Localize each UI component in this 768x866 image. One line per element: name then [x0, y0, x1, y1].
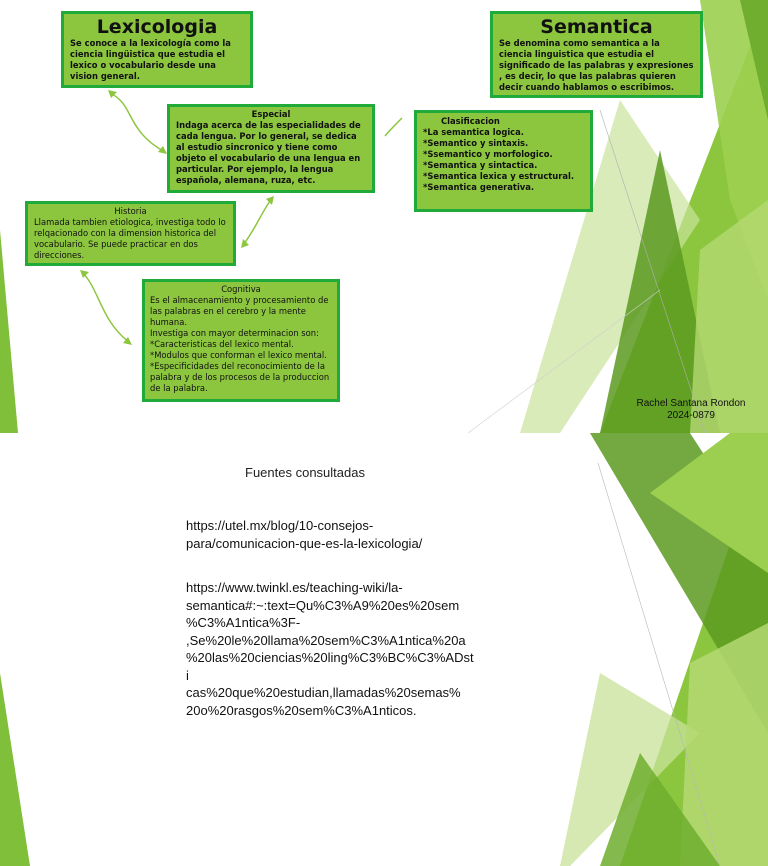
cognitiva-line-5: *Especificidades del reconocimiento de la palabra y de los procesos de la produccion de la palabra.: [150, 361, 330, 393]
clasificacion-item-5: *Semantica lexica y estructural.: [423, 171, 575, 181]
lexicologia-title: Lexicologia: [96, 16, 218, 38]
source-2[interactable]: https://www.twinkl.es/teaching-wiki/la- semantica#:~:text=Qu%C3%A9%20es%20sem %C3%A1ntica%3F- ,Se%20le%20llama%20sem%C3%A1ntica%20a %20las%20ciencias%20ling%C3%BC%C3%ADsti cas%20que%20estudian,llamadas%20semas% 20o%20rasgos%20sem%C3%A1nticos.: [186, 580, 474, 718]
sources-title: Fuentes consultadas: [245, 465, 365, 480]
historia-title: Historia: [114, 206, 147, 216]
cognitiva-line-2: Investiga con mayor determinacion son:: [150, 328, 319, 338]
clasificacion-item-3: *Ssemantico y morfologico.: [423, 149, 553, 159]
historia-body: Llamada tambien etiologica, investiga todo lo relqacionado con la dimension historica del vocabulario. Se puede practicar en dos direcciones.: [34, 217, 226, 260]
lexicologia-body: Se conoce a la lexicología como la ciencia lingüistica que estudia el lexico o vocabulario desde una vision general.: [70, 38, 231, 81]
clasificacion-box: [414, 110, 593, 212]
especial-box: [167, 104, 375, 193]
historia-box: [25, 201, 236, 266]
especial-title: Especial: [251, 109, 291, 119]
cognitiva-title: Cognitiva: [221, 284, 261, 294]
clasificacion-item-1: *La semantica logica.: [423, 127, 524, 137]
author-name: Rachel Santana Rondon: [636, 398, 746, 409]
semantica-title: Semantica: [540, 16, 653, 38]
clasificacion-item-4: *Semantica y sintactica.: [423, 160, 538, 170]
cognitiva-line-4: *Modulos que conforman el lexico mental.: [150, 350, 327, 360]
cognitiva-line-1: Es el almacenamiento y procesamiento de las palabras en el cerebro y la mente humana.: [150, 295, 329, 327]
semantica-body: Se denomina como semantica a la ciencia linguistica que estudia el significado de las palabras y expresiones , es decir, lo que las palabras quieren decir cuando hablamos o escribimos.: [499, 38, 694, 92]
author-block: [628, 398, 754, 422]
lexicologia-box: [61, 11, 253, 88]
especial-body: Indaga acerca de las especialidades de cada lengua. Por lo general, se dedica al estudio sincronico y tiene como objeto el vocabulario de una lengua en particular. Por ejemplo, la lengua española, alemana, ruza, etc.: [176, 120, 361, 185]
clasificacion-item-2: *Semantico y sintaxis.: [423, 138, 529, 148]
slide-2: [0, 433, 768, 866]
semantica-box: [490, 11, 703, 98]
author-id: 2024-0879: [667, 410, 715, 421]
clasificacion-title: Clasificacion: [441, 116, 500, 126]
cognitiva-box: [142, 279, 340, 402]
source-1[interactable]: https://utel.mx/blog/10-consejos- para/comunicacion-que-es-la-lexicologia/: [186, 518, 423, 551]
cognitiva-line-3: *Caracteristicas del lexico mental.: [150, 339, 294, 349]
clasificacion-item-6: *Semantica generativa.: [423, 182, 535, 192]
